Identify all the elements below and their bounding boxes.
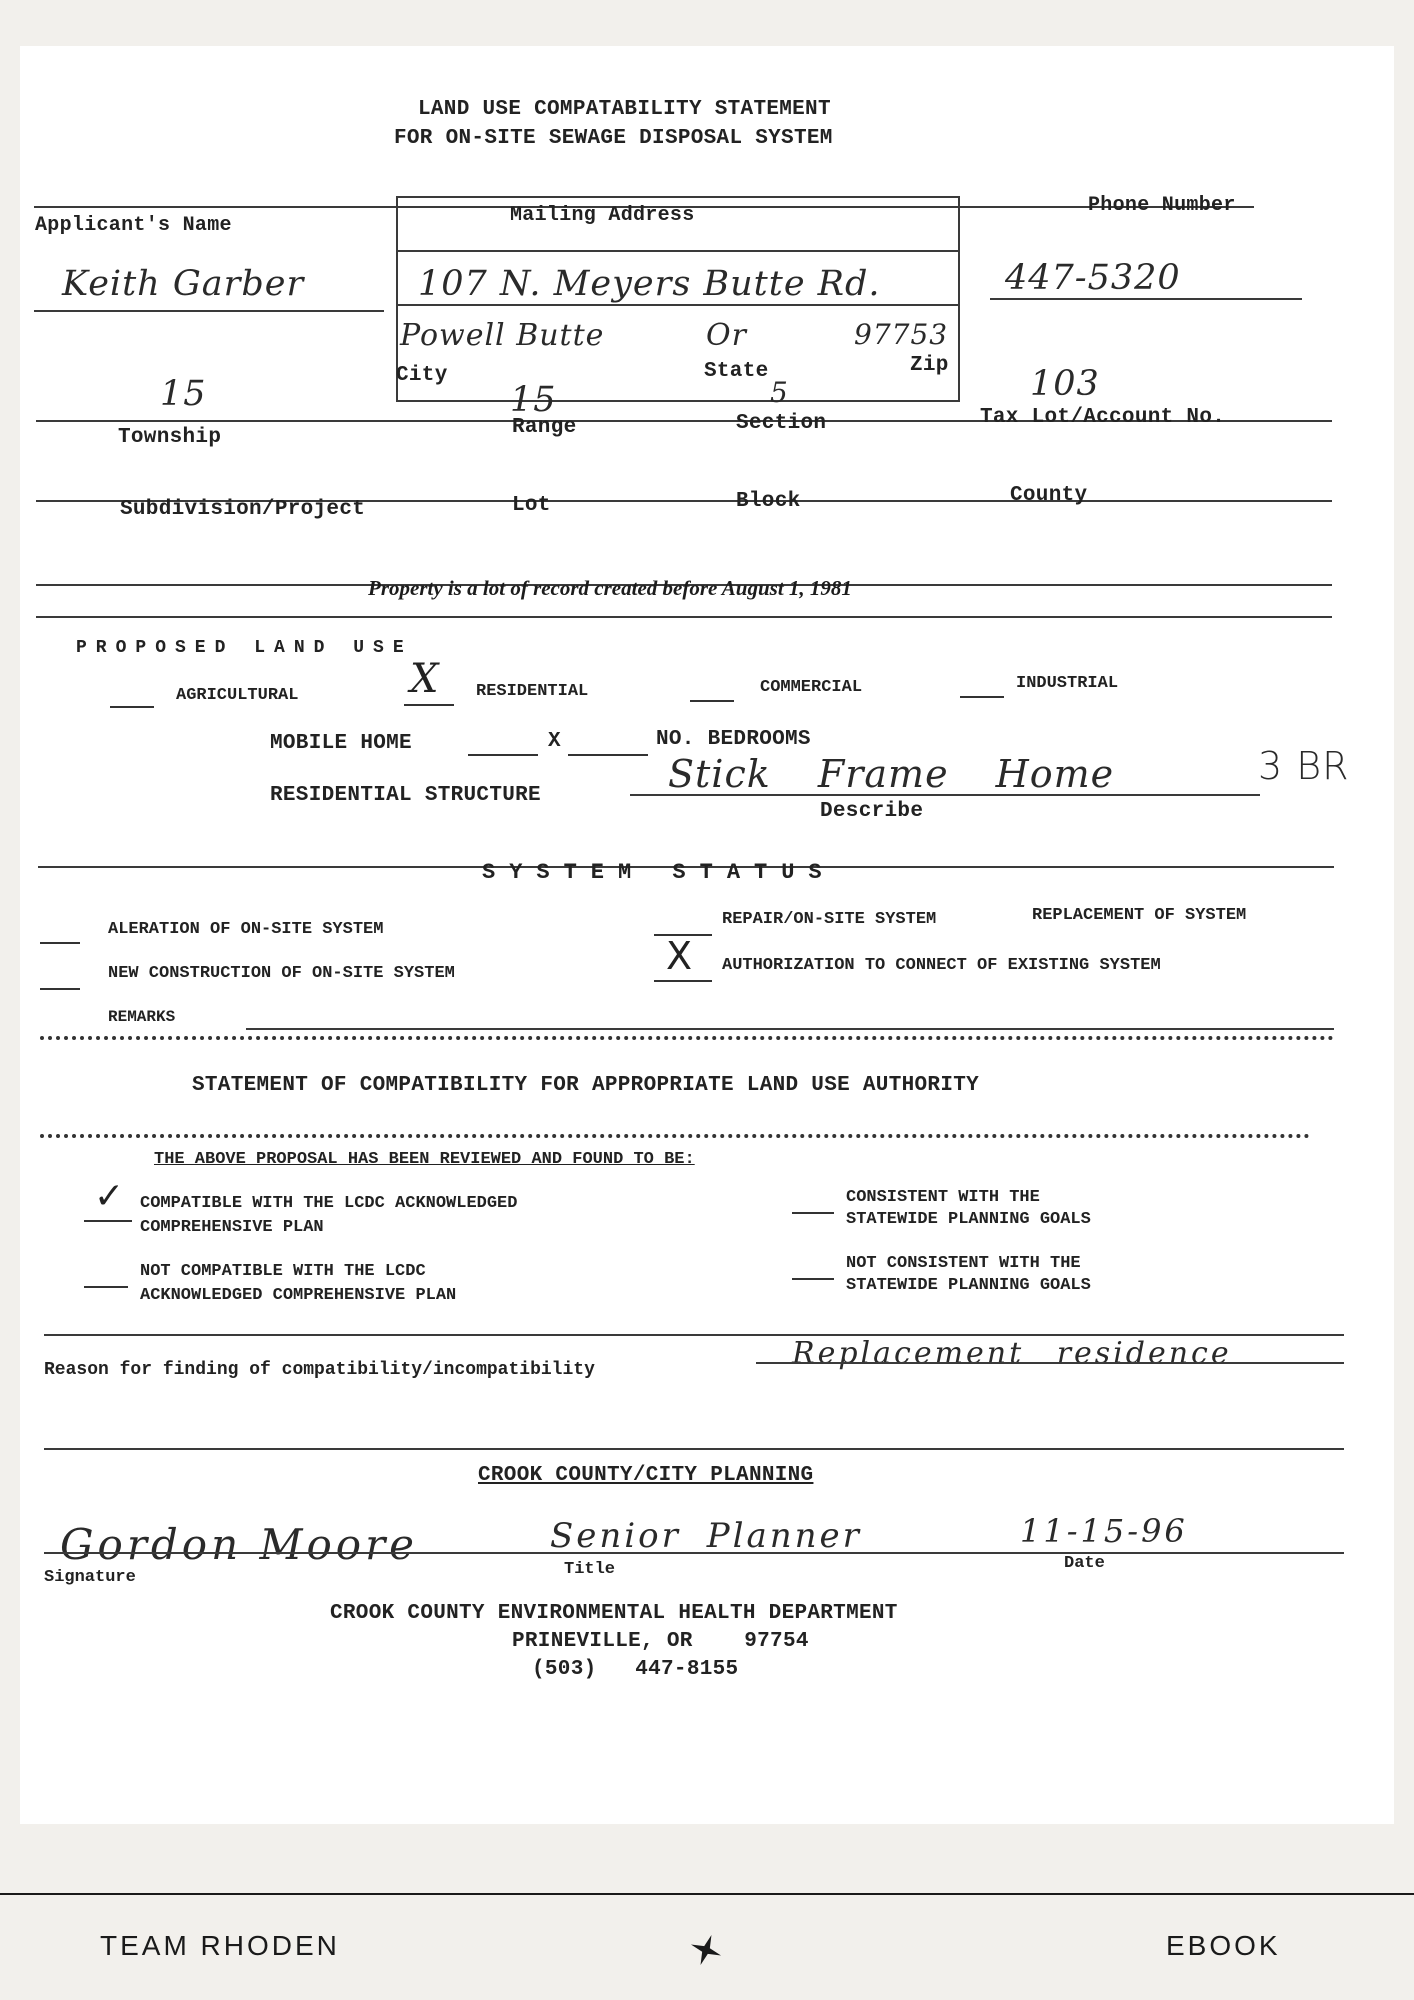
zip-value: 97753 (854, 318, 949, 351)
bedrooms-label: NO. BEDROOMS (656, 728, 811, 751)
residential-structure-line (630, 794, 1260, 796)
mailing-box-divider-2 (396, 304, 958, 306)
state-label: State (704, 360, 769, 383)
reason-line-2 (44, 1448, 1344, 1450)
footer-right-text: EBOOK (1166, 1930, 1281, 1961)
mailing-box-divider (396, 250, 958, 252)
applicant-name-line (34, 310, 384, 312)
compatible-check-mark: ✓ (94, 1176, 125, 1217)
mailing-address-value: 107 N. Meyers Butte Rd. (418, 264, 881, 304)
star-rule-bottom (40, 1134, 1310, 1148)
reviewed-line: THE ABOVE PROPOSAL HAS BEEN REVIEWED AND FOUND TO BE: (154, 1150, 695, 1169)
signature-line (44, 1552, 1344, 1554)
industrial-option: INDUSTRIAL (1016, 674, 1119, 693)
repair-option: REPAIR/ON-SITE SYSTEM (722, 910, 937, 929)
residential-x-mark: X (410, 656, 439, 702)
lot-label: Lot (512, 494, 551, 517)
county-label: County (1010, 484, 1088, 507)
consistent-line-2: STATEWIDE PLANNING GOALS (846, 1210, 1091, 1229)
not-consistent-line-1: NOT CONSISTENT WITH THE (846, 1254, 1081, 1273)
not-compatible-blank (84, 1286, 128, 1288)
taxlot-label: Tax Lot/Account No. (980, 406, 1226, 429)
not-consistent-line-2: STATEWIDE PLANNING GOALS (846, 1276, 1091, 1295)
system-status-heading: SYSTEM STATUS (482, 860, 836, 885)
subdivision-label: Subdivision/Project (120, 498, 366, 521)
footer-divider (0, 1893, 1414, 1895)
date-label: Date (1064, 1554, 1105, 1573)
compatible-line-2: COMPREHENSIVE PLAN (140, 1218, 324, 1237)
alteration-blank (40, 942, 80, 944)
property-note: Property is a lot of record created before August 1, 1981 (368, 576, 852, 600)
township-label: Township (118, 426, 222, 449)
residential-option: RESIDENTIAL (476, 682, 589, 701)
city-label: City (396, 364, 448, 387)
signature-value: Gordon Moore (60, 1520, 418, 1569)
department-line-2: PRINEVILLE, OR 97754 (512, 1630, 809, 1653)
date-value: 11-15-96 (1020, 1512, 1188, 1550)
authorization-x-mark: X (666, 934, 693, 978)
not-compatible-line-1: NOT COMPATIBLE WITH THE LCDC (140, 1262, 426, 1281)
form-title-line-2: FOR ON-SITE SEWAGE DISPOSAL SYSTEM (394, 127, 833, 150)
applicant-name-value: Keith Garber (62, 264, 305, 304)
remarks-label: REMARKS (108, 1008, 176, 1026)
form-title-line-1: LAND USE COMPATABILITY STATEMENT (418, 98, 831, 121)
agricultural-blank (110, 706, 154, 708)
commercial-blank (690, 700, 734, 702)
statement-heading: STATEMENT OF COMPATIBILITY FOR APPROPRIATE LAND USE AUTHORITY (192, 1074, 980, 1097)
title-value: Senior Planner (550, 1516, 862, 1556)
department-line-1: CROOK COUNTY ENVIRONMENTAL HEALTH DEPARTMENT (330, 1602, 898, 1625)
department-line-3: (503) 447-8155 (532, 1658, 739, 1681)
compatible-line-1: COMPATIBLE WITH THE LCDC ACKNOWLEDGED (140, 1194, 518, 1213)
reason-value: Replacement residence (792, 1336, 1232, 1371)
replacement-option: REPLACEMENT OF SYSTEM (1032, 906, 1247, 925)
mobile-home-blank-2 (568, 754, 648, 756)
new-construction-blank (40, 988, 80, 990)
residential-structure-label: RESIDENTIAL STRUCTURE (270, 784, 541, 807)
applicant-name-label: Applicant's Name (35, 214, 232, 237)
property-note-rule (36, 616, 1332, 618)
title-label: Title (564, 1560, 616, 1579)
agricultural-option: AGRICULTURAL (176, 686, 299, 705)
phone-number-value: 447-5320 (1005, 258, 1181, 298)
not-consistent-blank (792, 1278, 834, 1280)
not-compatible-line-2: ACKNOWLEDGED COMPREHENSIVE PLAN (140, 1286, 457, 1305)
authorization-option: AUTHORIZATION TO CONNECT OF EXISTING SYSTEM (722, 956, 1161, 975)
footer-left-text: TEAM RHODEN (100, 1930, 340, 1961)
four-point-star-icon (688, 1932, 724, 1968)
mobile-home-blank-1 (468, 754, 538, 756)
mailing-address-label: Mailing Address (510, 204, 695, 227)
township-value: 15 (160, 374, 207, 414)
range-label: Range (512, 416, 577, 439)
state-value: Or (706, 318, 747, 353)
phone-number-label: Phone Number (1088, 194, 1236, 217)
phone-number-line (990, 298, 1302, 300)
city-value: Powell Butte (400, 318, 605, 353)
proposed-land-use-heading: PROPOSED LAND USE (76, 638, 413, 658)
residential-structure-value: Stick Frame Home (668, 752, 1115, 796)
block-label: Block (736, 490, 801, 513)
planning-heading: CROOK COUNTY/CITY PLANNING (478, 1464, 814, 1487)
industrial-blank (960, 696, 1004, 698)
taxlot-value: 103 (1030, 364, 1100, 404)
signature-label: Signature (44, 1568, 136, 1587)
reason-line (756, 1362, 1344, 1364)
section-label: Section (736, 412, 827, 435)
mobile-home-label: MOBILE HOME (270, 732, 412, 755)
section-value: 5 (770, 376, 789, 409)
consistent-line-1: CONSISTENT WITH THE (846, 1188, 1040, 1207)
residential-blank (404, 704, 454, 706)
zip-label: Zip (910, 354, 949, 377)
remarks-line (246, 1028, 1334, 1030)
alteration-option: ALERATION OF ON-SITE SYSTEM (108, 920, 384, 939)
reason-label: Reason for finding of compatibility/incompatibility (44, 1360, 595, 1380)
bedrooms-value: 3 BR (1258, 744, 1350, 788)
new-construction-option: NEW CONSTRUCTION OF ON-SITE SYSTEM (108, 964, 455, 983)
consistent-blank (792, 1212, 834, 1214)
star-rule-top (40, 1036, 1334, 1050)
authorization-blank (654, 980, 712, 982)
compatible-blank (84, 1220, 132, 1222)
range-value: 15 (510, 380, 557, 420)
commercial-option: COMMERCIAL (760, 678, 863, 697)
describe-label: Describe (820, 800, 924, 823)
scanned-form-page (20, 46, 1394, 1824)
mobile-home-x: X (548, 730, 561, 753)
